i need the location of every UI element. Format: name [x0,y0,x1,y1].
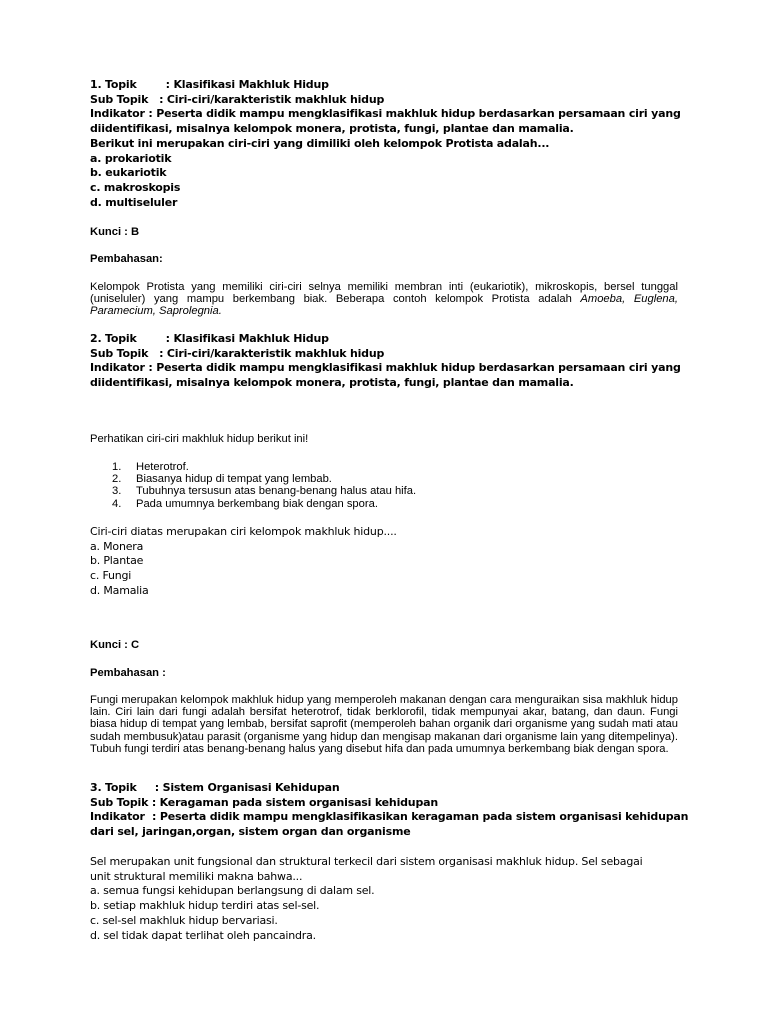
q2-question-block [90,525,690,599]
list-item-number: 3. [112,485,122,498]
q1-topic: 1. Topik : Klasifikasi Makhluk Hidup [90,78,329,91]
list-item-text: Tubuhnya tersusun atas benang-benang halus atau hifa. [136,485,417,498]
list-item [112,485,416,497]
q2-option-d: d. Mamalia [90,583,149,597]
list-item [112,498,416,510]
q3-header [90,781,690,840]
q2-pembahasan-label: Pembahasan : [90,667,166,679]
q3-subtopic: Sub Topik : Keragaman pada sistem organisasi kehidupan [90,795,438,809]
q1-option-c: c. makroskopis [90,180,181,194]
q2-indikator-line2: diidentifikasi, misalnya kelompok monera, protista, fungi, plantae dan mamalia. [90,376,574,390]
list-item [112,473,416,485]
q1-pembahasan-label: Pembahasan: [90,253,163,265]
q2-traits-list [112,461,416,510]
q3-option-b: b. setiap makhluk hidup terdiri atas sel-sel. [90,899,320,913]
q1-pembahasan-text [90,281,678,318]
list-item-number: 1. [112,461,122,473]
list-item-number: 4. [112,497,122,510]
q3-question-line1: Sel merupakan unit fungsional dan struktural terkecil dari sistem organisasi makhluk hidup. Sel sebagai [90,855,643,868]
q2-topic: 2. Topik : Klasifikasi Makhluk Hidup [90,332,329,345]
q3-question-block [90,855,690,943]
q1-indikator-line2: diidentifikasi, misalnya kelompok monera, protista, fungi, plantae dan mamalia. [90,122,574,136]
q1-pembahasan-examples: Amoeba, Euglena, Paramecium, Saprolegnia. [90,293,678,318]
list-item-number: 2. [112,473,122,486]
q2-pembahasan-text: Fungi merupakan kelompok makhluk hidup yang memperoleh makanan dengan cara menguraikan sisa makhluk hidup lain. Ciri lain dari fungi adalah bersifat heterotrof, tidak berklorofil, tidak mempunyai akar, batang, dan daun. Fungi biasa hidup di tempat yang lembab, bersifat saprofit (memperoleh bahan organik dari organisme yang sudah mati atau sudah membusuk)atau parasit (organisme yang hidup dan mengisap makanan dari organisme lain yang ditempelinya). Tubuh fungi terdiri atas benang-benang halus yang disebut hifa dan pada umumnya berkembang biak dengan spora. [90,694,678,755]
q1-option-a: a. prokariotik [90,151,172,165]
q2-intro: Perhatikan ciri-ciri makhluk hidup berikut ini! [90,433,309,445]
q2-question: Ciri-ciri diatas merupakan ciri kelompok makhluk hidup.... [90,525,397,538]
q3-indikator-line1: Indikator : Peserta didik mampu mengklasifikasikan keragaman pada sistem organisasi kehidupan [90,810,689,824]
q1-kunci: Kunci : B [90,226,140,238]
q1-option-b: b. eukariotik [90,166,167,180]
q2-indikator-line1: Indikator : Peserta didik mampu mengklasifikasi makhluk hidup berdasarkan persamaan ciri yang [90,361,681,375]
list-item [112,461,416,473]
q2-option-c: c. Fungi [90,569,132,583]
q3-option-c: c. sel-sel makhluk hidup bervariasi. [90,913,278,927]
q1-pembahasan-body: Kelompok Protista yang memiliki ciri-ciri selnya memiliki membran inti (eukariotik), mikroskopis, bersel tunggal (uniseluler) yang mampu berkembang biak. Beberapa contoh kelompok Protista adalah [90,281,678,306]
q1-indikator-line1: Indikator : Peserta didik mampu mengklasifikasi makhluk hidup berdasarkan persamaan ciri yang [90,107,681,121]
q2-option-a: a. Monera [90,539,144,553]
list-item-text: Heterotrof. [136,461,189,473]
q1-question: Berikut ini merupakan ciri-ciri yang dimiliki oleh kelompok Protista adalah... [90,136,550,150]
q2-header [90,332,690,391]
q2-option-b: b. Plantae [90,554,144,568]
q2-kunci: Kunci : C [90,639,140,651]
list-item-text: Biasanya hidup di tempat yang lembab. [136,473,332,486]
list-item-text: Pada umumnya berkembang biak dengan spora. [136,497,378,510]
q3-topic: 3. Topik : Sistem Organisasi Kehidupan [90,781,340,794]
q3-option-a: a. semua fungsi kehidupan berlangsung di dalam sel. [90,884,375,898]
q3-question-line2: unit struktural memiliki makna bahwa... [90,869,303,883]
q3-indikator-line2: dari sel, jaringan,organ, sistem organ dan organisme [90,825,411,839]
q1-option-d: d. multiseluler [90,195,178,209]
q1-header [90,78,690,210]
q2-subtopic: Sub Topik : Ciri-ciri/karakteristik makhluk hidup [90,346,385,360]
q3-option-d: d. sel tidak dapat terlihat oleh pancaindra. [90,928,316,942]
q1-subtopic: Sub Topik : Ciri-ciri/karakteristik makhluk hidup [90,92,385,106]
